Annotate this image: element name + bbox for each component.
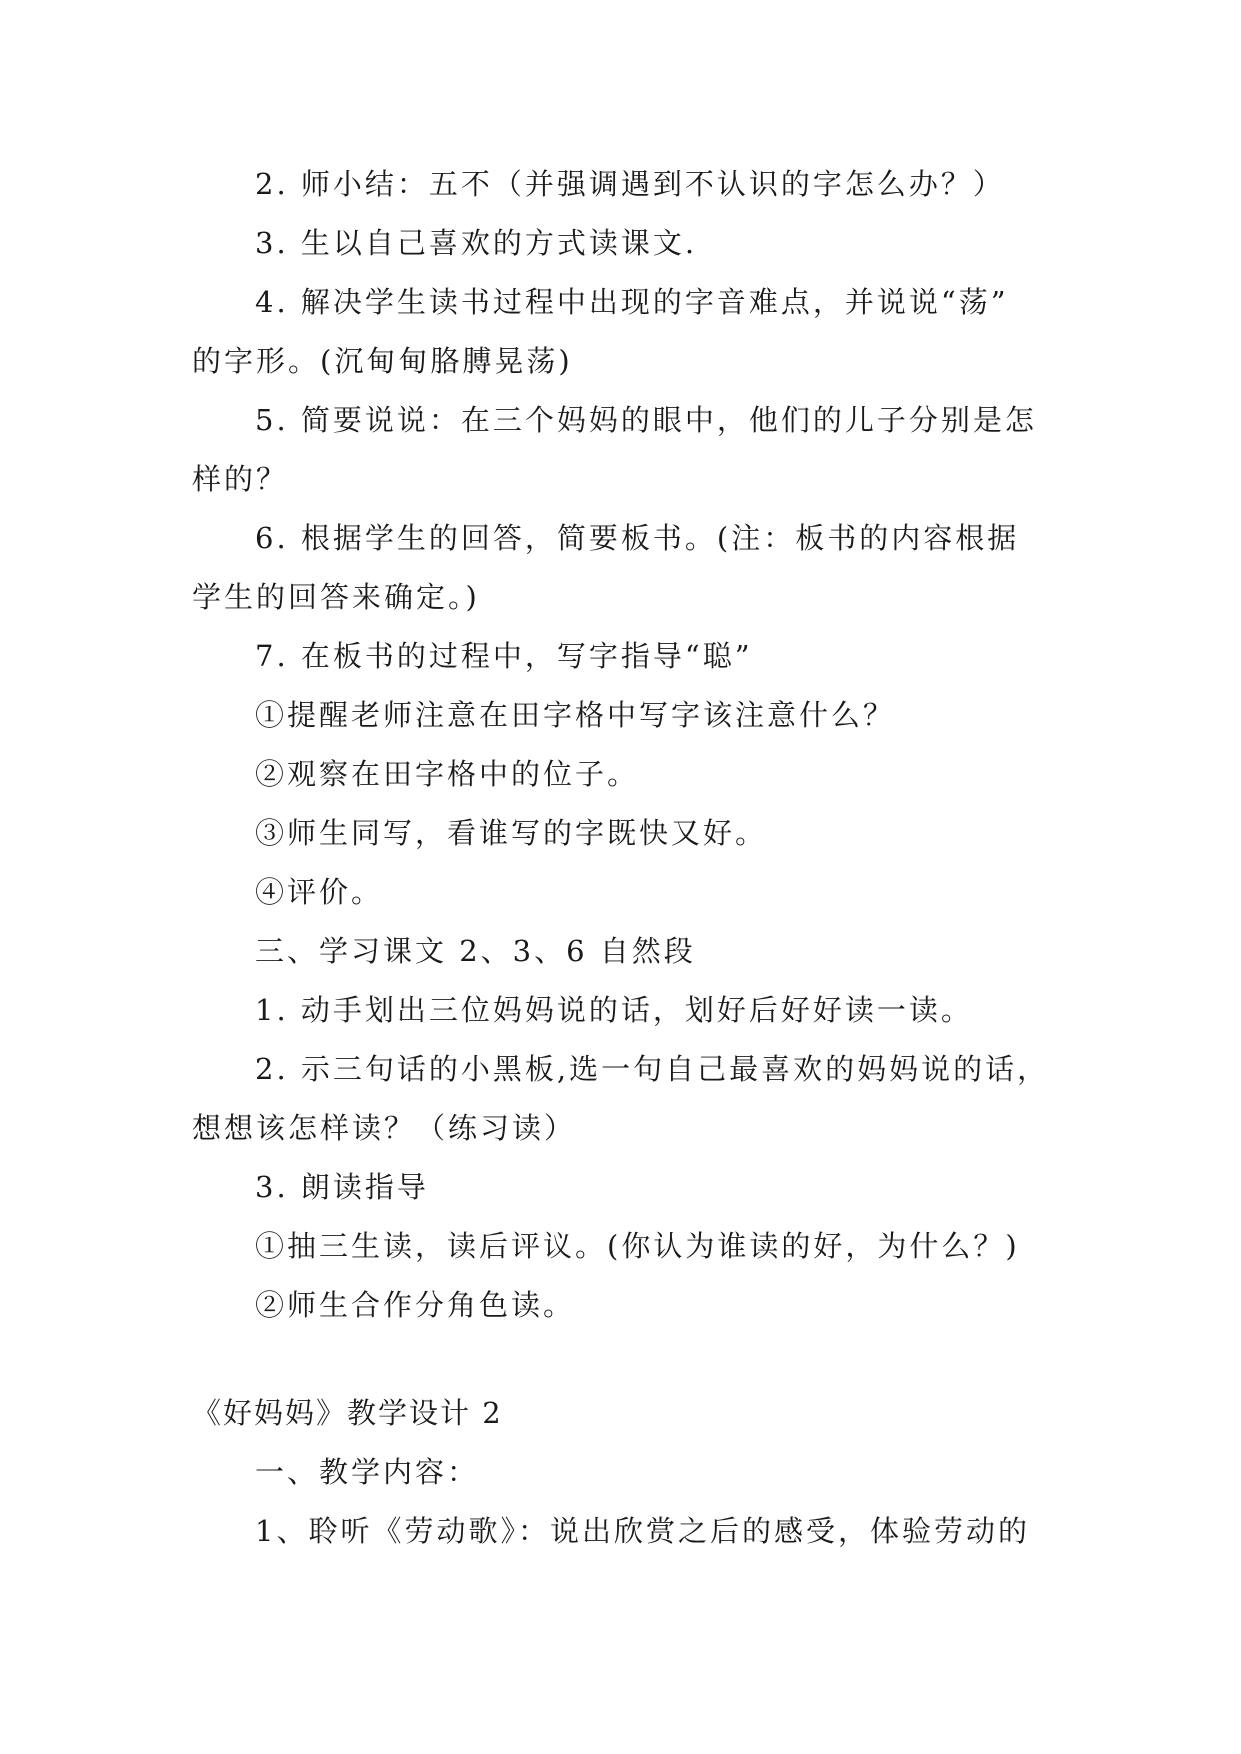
paragraph-line: 2. 师小结：五不（并强调遇到不认识的字怎么办？） — [255, 167, 1005, 201]
paragraph-line: ②观察在田字格中的位子。 — [255, 757, 640, 791]
paragraph-line: ③师生同写，看谁写的字既快又好。 — [255, 816, 768, 850]
paragraph-line: 一、教学内容： — [255, 1455, 480, 1489]
paragraph-line: ②师生合作分角色读。 — [255, 1288, 576, 1322]
paragraph-line: 6. 根据学生的回答，简要板书。(注：板书的内容根据 — [255, 521, 1020, 555]
paragraph-line: 5. 简要说说：在三个妈妈的眼中，他们的儿子分别是怎 — [255, 403, 1037, 437]
paragraph-line: ①抽三生读，读后评议。(你认为谁读的好，为什么？) — [255, 1229, 1020, 1263]
paragraph-line: 1. 动手划出三位妈妈说的话，划好后好好读一读。 — [255, 993, 973, 1027]
paragraph-line: 4. 解决学生读书过程中出现的字音难点，并说说“荡” — [255, 285, 1009, 319]
paragraph-line: 样的？ — [192, 462, 289, 496]
paragraph-line: 学生的回答来确定。) — [192, 580, 480, 614]
paragraph-line: 1、聆听《劳动歌》：说出欣赏之后的感受，体验劳动的 — [255, 1514, 1030, 1548]
paragraph-line: 的字形。(沉甸甸胳膊晃荡) — [192, 344, 573, 378]
paragraph-line: ①提醒老师注意在田字格中写字该注意什么？ — [255, 698, 896, 732]
paragraph-line: 3. 朗读指导 — [255, 1170, 429, 1204]
paragraph-line: ④评价。 — [255, 875, 384, 909]
paragraph-line: 三、学习课文 2、3、6 自然段 — [255, 934, 696, 968]
paragraph-line: 2. 示三句话的小黑板,选一句自己最喜欢的妈妈说的话， — [255, 1052, 1050, 1086]
paragraph-line: 想想该怎样读？（练习读） — [192, 1111, 577, 1145]
section-title: 《好妈妈》教学设计 2 — [192, 1396, 503, 1430]
paragraph-line: 3. 生以自己喜欢的方式读课文. — [255, 226, 698, 260]
paragraph-line: 7. 在板书的过程中，写字指导“聪” — [255, 639, 753, 673]
